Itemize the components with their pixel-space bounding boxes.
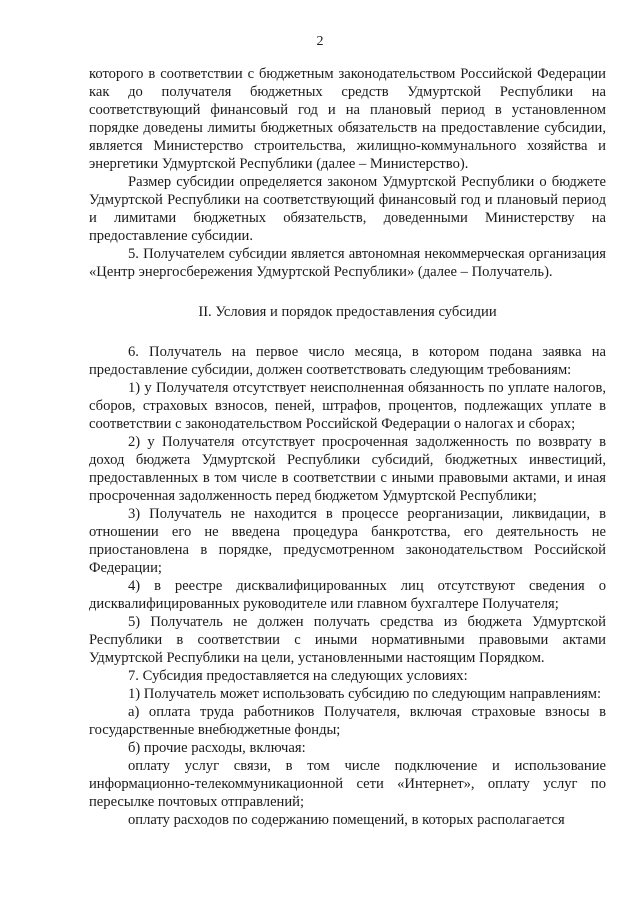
list-item: 3) Получатель не находится в процессе реорганизации, ликвидации, в отношении его не введена процедура банкротства, его деятельность не приостановлена в порядке, предусмотренном законодательством Российской Федерации;	[89, 506, 606, 576]
page-number: 2	[316, 34, 324, 49]
list-item: б) прочие расходы, включая:	[128, 740, 306, 756]
section-heading: II. Условия и порядок предоставления субсидии	[198, 304, 497, 320]
list-item: 4) в реестре дисквалифицированных лиц отсутствуют сведения о дисквалифицированных руководителе или главном бухгалтере Получателя;	[89, 578, 606, 612]
list-item: оплату расходов по содержанию помещений, в которых располагается	[128, 812, 565, 828]
paragraph: которого в соответствии с бюджетным законодательством Российской Федерации как до получателя бюджетных средств Удмуртской Республики на соответствующий финансовый год и на плановый период в установленном порядке доведены лимиты бюджетных обязательств на предоставление субсидии, является Министерство строительства, жилищно-коммунального хозяйства и энергетики Удмуртской Республики (далее – Министерство).	[89, 66, 606, 172]
list-item: 5) Получатель не должен получать средства из бюджета Удмуртской Республики в соответствии с иными нормативными правовыми актами Удмуртской Республики на цели, установленными настоящим Порядком.	[89, 614, 606, 666]
list-item: 1) Получатель может использовать субсидию по следующим направлениям:	[128, 686, 602, 702]
list-item: а) оплата труда работников Получателя, включая страховые взносы в государственные внебюджетные фонды;	[89, 704, 606, 738]
list-item: 1) у Получателя отсутствует неисполненная обязанность по уплате налогов, сборов, страховых взносов, пеней, штрафов, процентов, подлежащих уплате в соответствии с законодательством Российской Федерации о налогах и сборах;	[89, 380, 606, 432]
document-body	[89, 65, 606, 829]
list-item: 2) у Получателя отсутствует просроченная задолженность по возврату в доход бюджета Удмуртской Республики субсидий, бюджетных инвестиций, предоставленных в том числе в соответствии с иными правовыми актами, и иная просроченная задолженность перед бюджетом Удмуртской Республики;	[89, 434, 606, 504]
paragraph: 7. Субсидия предоставляется на следующих условиях:	[128, 668, 468, 684]
paragraph: Размер субсидии определяется законом Удмуртской Республики о бюджете Удмуртской Республики на соответствующий финансовый год и плановый период и лимитами бюджетных обязательств, доведенными Министерству на предоставление субсидии.	[89, 174, 606, 244]
paragraph: 6. Получатель на первое число месяца, в котором подана заявка на предоставление субсидии, должен соответствовать следующим требованиям:	[89, 344, 606, 378]
paragraph: 5. Получателем субсидии является автономная некоммерческая организация «Центр энергосбережения Удмуртской Республики» (далее – Получатель).	[89, 246, 606, 280]
list-item: оплату услуг связи, в том числе подключение и использование информационно-телекоммуникационной сети «Интернет», оплату услуг по пересылке почтовых отправлений;	[89, 758, 606, 810]
